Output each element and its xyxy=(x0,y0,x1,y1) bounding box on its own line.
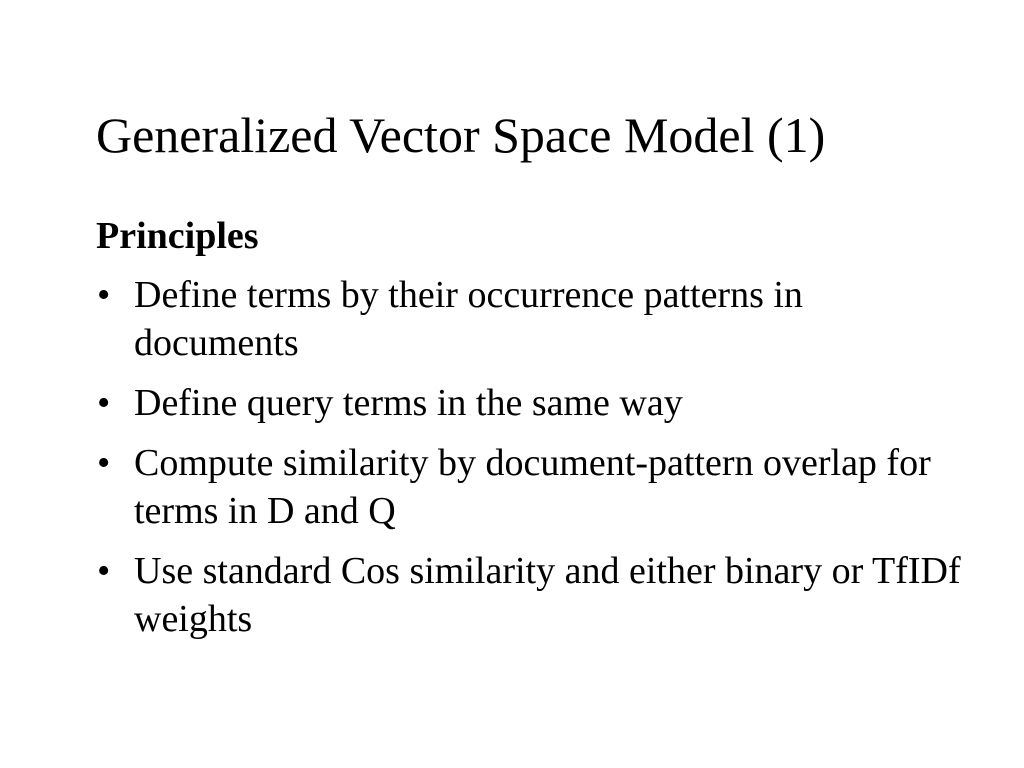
bullet-icon: • xyxy=(97,550,111,592)
bullet-item xyxy=(96,439,976,535)
bullet-icon: • xyxy=(97,274,111,316)
bullet-item xyxy=(96,271,976,367)
bullet-text: Use standard Cos similarity and either binary or TfIDf weights xyxy=(134,550,961,640)
bullet-text: Define terms by their occurrence patterns in documents xyxy=(134,274,803,364)
bullet-item xyxy=(96,547,976,643)
bullet-icon: • xyxy=(97,382,111,424)
bullet-text: Define query terms in the same way xyxy=(134,382,683,424)
slide-title: Generalized Vector Space Model (1) xyxy=(96,107,826,163)
bullet-text: Compute similarity by document-pattern overlap for terms in D and Q xyxy=(134,442,931,532)
bullet-list xyxy=(96,271,976,655)
bullet-item xyxy=(96,379,976,427)
bullet-icon: • xyxy=(97,442,111,484)
section-heading: Principles xyxy=(96,215,259,257)
